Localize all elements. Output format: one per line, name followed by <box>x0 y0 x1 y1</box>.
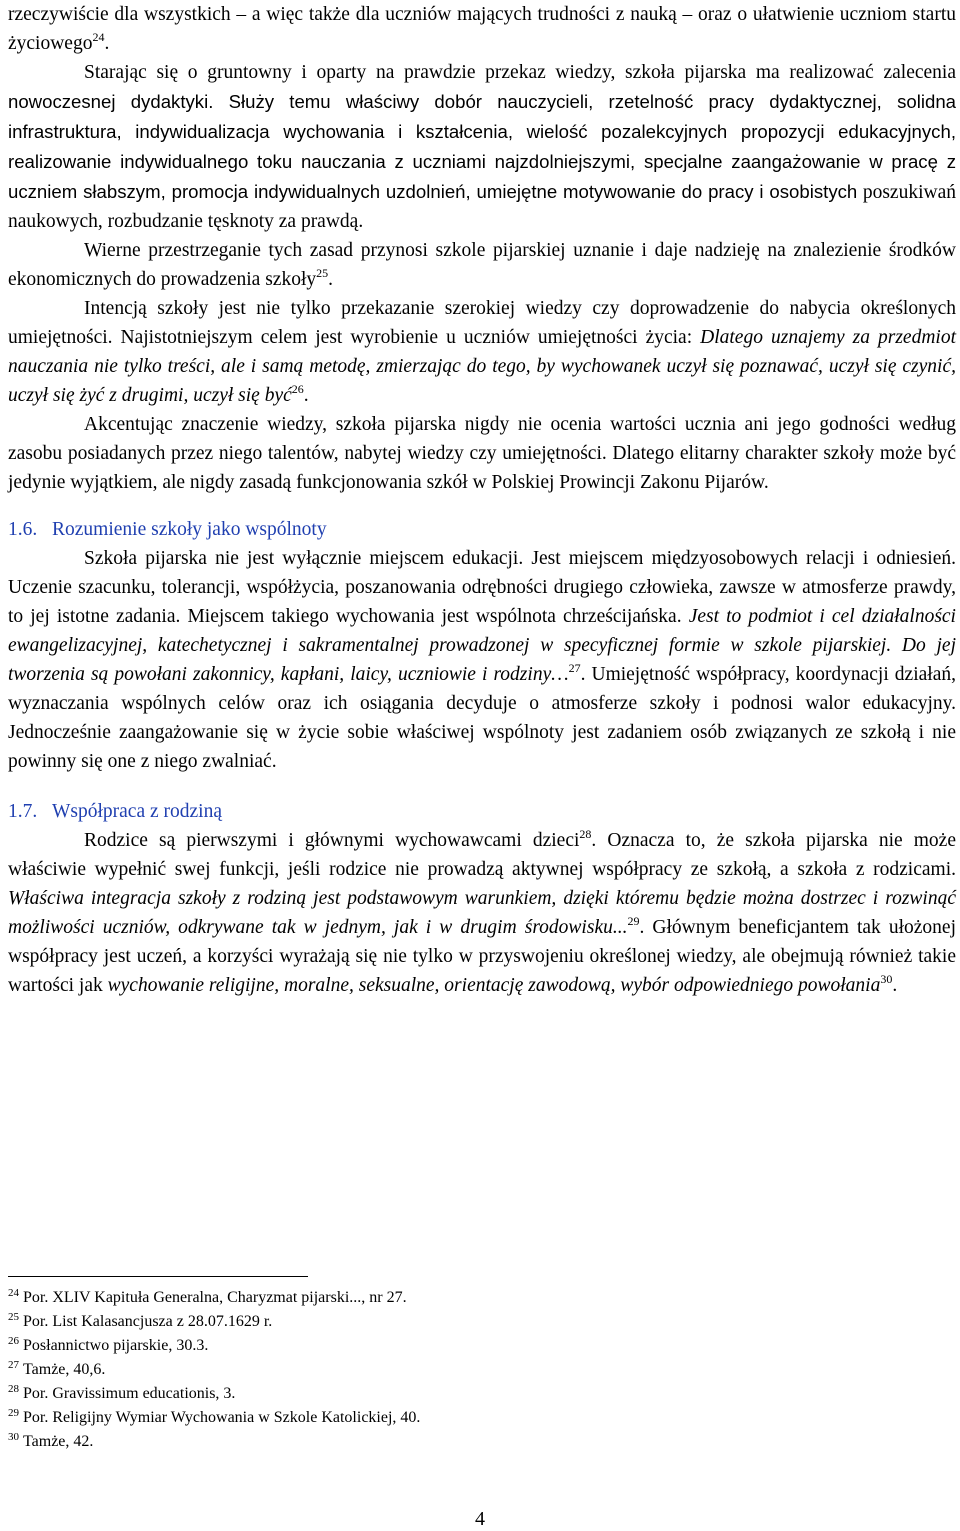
heading-number: 1.7. <box>8 801 38 822</box>
section-heading-1-7[interactable] <box>8 797 956 826</box>
footnote-text: Tamże, 40,6. <box>23 1361 106 1378</box>
footnote-ref-27[interactable]: 27 <box>568 661 581 675</box>
quote-italic: Jest to podmiot i cel działalności ewangelizacyjnej, katechetycznej i sakramentalnej prowadzonej w specyficznej formie w szkole pijarskiej. Do jej tworzenia są powołani zakonnicy, kapłani, laicy, uczniowie i rodziny… <box>8 606 956 685</box>
section-heading-1-6[interactable] <box>8 515 956 544</box>
footnotes <box>8 1286 908 1454</box>
text: . <box>303 385 309 406</box>
heading-number: 1.6. <box>8 519 38 540</box>
footnote-ref-25[interactable]: 25 <box>316 266 329 280</box>
footnote-number: 27 <box>8 1359 19 1371</box>
text: Wierne przestrzeganie tych zasad przynosi szkole pijarskiej uznanie i daje nadzieję na znalezienie środków ekonomicznych do prowadzenia szkoły <box>8 240 956 290</box>
footnote-number: 25 <box>8 1311 19 1323</box>
footnote-number: 28 <box>8 1383 19 1395</box>
footnote-ref-29[interactable]: 29 <box>627 914 640 928</box>
footnote-text: Posłannictwo pijarskie, 30.3. <box>23 1337 209 1354</box>
paragraph-rules <box>8 236 956 294</box>
text: . <box>892 975 898 996</box>
footnote-text: Por. XLIV Kapituła Generalna, Charyzmat pijarski..., nr 27. <box>23 1289 407 1306</box>
footnote-27 <box>8 1358 908 1382</box>
footnote-text: Tamże, 42. <box>23 1433 94 1450</box>
paragraph-didactics <box>8 58 956 236</box>
footnote-text: Por. Religijny Wymiar Wychowania w Szkole Katolickiej, 40. <box>23 1409 421 1426</box>
text: . <box>328 269 333 290</box>
footnote-ref-28[interactable]: 28 <box>579 827 592 841</box>
footnote-ref-24[interactable]: 24 <box>92 30 105 44</box>
text: . Umiejętność współpracy, koordynacji działań, wyznaczania wspólnych celów oraz ich osiągania decyduje o atmosferze szkoły i podnosi walor edukacyjny. Jednocześnie zaangażowanie się w życie sobie właściwej wspólnoty jest zadaniem osób związanych ze szkołą i nie powinny się one z niego zwalniać. <box>8 664 956 772</box>
heading-title: Współpraca z rodziną <box>52 801 222 822</box>
text: . Głównym beneficjantem tak ułożonej współpracy jest uczeń, a korzyści wyrażają się nie tylko w przyswojeniu określonej wiedzy, ale obejmują również takie wartości jak <box>8 917 956 996</box>
paragraph-knowledge: Akcentując znaczenie wiedzy, szkoła pijarska nigdy nie ocenia wartości ucznia ani jego godności według zasobu posiadanych przez niego talentów, nabytej wiedzy czy umiejętności. Dlatego elitarny charakter szkoły może być jedynie wyjątkiem, ale nigdy zasadą funkcjonowania szkół w Polskiej Prowincji Zakonu Pijarów. <box>8 414 956 493</box>
document-page <box>8 0 956 1000</box>
paragraph-continuation <box>8 0 956 58</box>
text: poszukiwań naukowych, rozbudzanie tęsknoty za prawdą. <box>8 182 956 232</box>
quote-italic: Właściwa integracja szkoły z rodziną jest podstawowym warunkiem, dzięki któremu będzie można dostrzec i rozwinąć możliwości uczniów, odkrywane tak w jednym, jak i w drugim środowisku... <box>8 888 956 938</box>
footnote-separator <box>8 1276 308 1277</box>
text: . Oznacza to, że szkoła pijarska nie może właściwie wypełnić swej funkcji, jeśli rodzice nie prowadzą aktywnej współpracy ze szkołą, a szkoła z rodzicami. <box>8 830 956 880</box>
quote-italic: Dlatego uznajemy za przedmiot nauczania nie tylko treści, ale i samą metodę, zmierzając do tego, by wychowanek uczył się poznawać, uczył się czynić, uczył się żyć z drugimi, uczył się być <box>8 327 956 406</box>
heading-title: Rozumienie szkoły jako wspólnoty <box>52 519 327 540</box>
footnote-24 <box>8 1286 908 1310</box>
text-sans: nowoczesnej dydaktyki. Służy temu właściwy dobór nauczycieli, rzetelność pracy dydaktycznej, solidna infrastruktura, indywidualizacja wychowania i kształcenia, wielość pozalekcyjnych propozycji edukacyjnych, realizowanie indywidualnego toku nauczania z uczniami najzdolniejszymi, specjalne zaangażowanie w pracę z uczniem słabszym, promocja indywidualnych uzdolnień, umiejętne motywowanie do pracy i osobistych <box>8 91 956 202</box>
paragraph-community <box>8 544 956 776</box>
text: Szkoła pijarska nie jest wyłącznie miejscem edukacji. Jest miejscem międzyosobowych relacji i odniesień. Uczenie szacunku, tolerancji, współżycia, poszanowania odrębności drugiego człowieka, zawsze w atmosferze prawdy, to jej istotne zadania. Miejscem takiego wychowania jest wspólnota chrześcijańska. <box>8 548 956 627</box>
footnote-25 <box>8 1310 908 1334</box>
footnote-ref-26[interactable]: 26 <box>291 382 304 396</box>
text: . <box>104 33 110 54</box>
footnote-text: Por. List Kalasancjusza z 28.07.1629 r. <box>23 1313 273 1330</box>
text: rzeczywiście dla wszystkich – a więc także dla uczniów mających trudności z nauką – oraz o ułatwienie uczniom startu życiowego <box>8 4 956 54</box>
footnote-ref-30[interactable]: 30 <box>880 972 893 986</box>
footnote-30 <box>8 1430 908 1454</box>
footnote-29 <box>8 1406 908 1430</box>
quote-italic: wychowanie religijne, moralne, seksualne, orientację zawodową, wybór odpowiedniego powołania <box>107 975 881 996</box>
footnote-26 <box>8 1334 908 1358</box>
text: Intencją szkoły jest nie tylko przekazanie szerokiej wiedzy czy doprowadzenie do nabycia określonych umiejętności. Najistotniejszym celem jest wyrobienie u uczniów umiejętności życia: <box>8 298 956 348</box>
paragraph-family <box>8 826 956 1000</box>
footnote-number: 26 <box>8 1335 19 1347</box>
text: Starając się o gruntowny i oparty na prawdzie przekaz wiedzy, szkoła pijarska ma realizować zalecenia <box>84 62 956 83</box>
footnote-28 <box>8 1382 908 1406</box>
text: Rodzice są pierwszymi i głównymi wychowawcami dzieci <box>84 830 580 851</box>
page-number: 4 <box>475 1508 485 1530</box>
footnote-number: 24 <box>8 1287 19 1299</box>
paragraph-intention <box>8 294 956 410</box>
footnote-text: Por. Gravissimum educationis, 3. <box>23 1385 236 1402</box>
footnote-number: 30 <box>8 1431 19 1443</box>
footnote-number: 29 <box>8 1407 19 1419</box>
